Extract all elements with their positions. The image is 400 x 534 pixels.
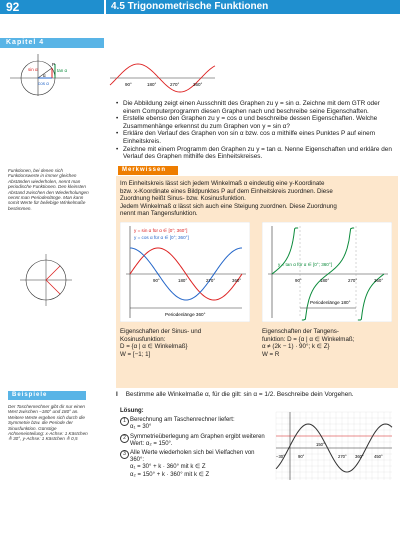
tick: 360° <box>193 82 203 87</box>
merk-line: Jedem Winkelmaß α lässt sich auch eine Steigung zuordnen. Diese Zuordnung <box>120 202 337 210</box>
sin-cos-graph <box>120 222 250 322</box>
legend-sine: y = sin α für α ∈ [0°; 360°] <box>134 228 188 233</box>
solution-step-3: 3 Alle Werte wiederholen sich bei Vielfachen von 360°: α₁ = 30° + k · 360° mit k ∈ Z α₂ = 150° + k · 360° mit k ∈ Z <box>120 450 270 479</box>
solution <box>120 408 270 481</box>
sidenote-periodic: Funktionen, bei denen sich Funktionswerte in immer gleichen Abständen wiederholen, nennt man periodische Funktionen. Den kleinsten Abstand zwischen den Wiederholungen nennt man Periodenlänge. Man kann somit Werte für beliebige Winkelmaße bestimmen. <box>8 168 89 211</box>
point-label: P <box>52 62 56 67</box>
merk-line: Zuordnung heißt Sinus- bzw. Kosinusfunktion. <box>120 195 246 203</box>
solution-step-1: 1 Berechnung am Taschenrechner liefert: α₁ = 30° <box>120 417 270 431</box>
example-graph <box>272 408 396 484</box>
sidenote-calculator: Der Taschenrechner gibt dir nur einen Wert zwischen −180° und 180° an. Weitere Werte ergeben sich durch die Symmetrie bzw. die Periode der Sinusfunktion. Günstige Achseneinteilung: x-Achse: 1 Kästchen ≙ 30°, y-Achse: 1 Kästchen ≙ 0,5 <box>8 404 88 442</box>
example-task-text: Bestimme alle Winkelmaße α, für die gilt: sin α = 1/2. Beschreibe dein Vorgehen. <box>125 391 354 398</box>
prop-line: Eigenschaften der Sinus- und <box>120 328 202 335</box>
task-item: • Erkläre den Verlauf des Graphen von sin α bzw. cos α mithilfe eines Punktes P auf einem Einheitskreis. <box>116 130 396 145</box>
prop-line: D = {α | α ∈ Winkelmaß} <box>120 343 188 351</box>
tan-properties <box>262 328 394 358</box>
angle-circle-figure <box>16 250 76 310</box>
prop-line: α ≠ (2k − 1) · 90°; k ∈ Z} <box>262 343 330 351</box>
merk-line: nennt man Tangensfunktion. <box>120 210 198 218</box>
tick: 150° <box>316 442 325 447</box>
solution-label: Lösung: <box>120 408 144 414</box>
tick: 360° <box>232 278 242 283</box>
prop-line: W = [−1; 1] <box>120 350 151 358</box>
task-item: • Erstelle ebenso den Graphen zu y = cos α und beschreibe dessen Eigenschaften. Welche Zusammenhänge erkennst du zum Graphen von y = sin α? <box>116 115 396 130</box>
prop-line: funktion: D = {α | α ∈ Winkelmaß; <box>262 335 355 343</box>
sin-label: sin α <box>28 67 38 72</box>
period-label: Periodenlänge 180° <box>310 300 351 305</box>
intro-figure <box>0 50 250 98</box>
solution-step-2: 2 Symmetrieüberlegung am Graphen ergibt weiteren Wert: α₂ = 150°. <box>120 434 270 448</box>
tick: 180° <box>320 278 330 283</box>
merkwissen-text <box>120 180 392 218</box>
period-label: Periodenlänge 360° <box>165 312 206 317</box>
example-number: I <box>116 391 118 398</box>
merk-line: bzw. x-Koordinate eines Bildpunktes P auf dem Einheitskreis zuordnen. Diese <box>120 187 333 195</box>
tan-label: tan α <box>57 68 68 73</box>
task-item: • Zeichne mit einem Programm den Graphen zu y = tan α. Nenne Eigenschaften und erkläre den Verlauf des Graphen mithilfe des Einheitskreises. <box>116 146 396 161</box>
task-list <box>116 100 396 161</box>
section-title: 4.5 Trigonometrische Funktionen <box>106 0 400 14</box>
chapter-label: Kapitel 4 <box>0 38 104 48</box>
tan-graph <box>262 222 392 322</box>
tick: 90° <box>295 278 302 283</box>
tick: 270° <box>206 278 216 283</box>
prop-line: W = R <box>262 350 280 358</box>
cos-label: cos α <box>38 81 49 86</box>
angle-label: α <box>43 73 46 78</box>
page-number: 92 <box>0 0 104 14</box>
tick: 90° <box>153 278 160 283</box>
legend-cosine: y = cos α für α ∈ [0°; 360°] <box>134 235 189 240</box>
tick: 270° <box>338 454 347 459</box>
tick: −30° <box>276 454 285 459</box>
tick: 180° <box>178 278 188 283</box>
prop-line: Kosinusfunktion: <box>120 335 166 343</box>
example-task <box>116 391 396 399</box>
tick: 270° <box>348 278 358 283</box>
beispiele-tab: Beispiele <box>8 391 86 400</box>
tick: 270° <box>170 82 180 87</box>
task-item: • Die Abbildung zeigt einen Ausschnitt des Graphen zu y = sin α. Zeichne mit dem GTR oder einem Computerprogramm diesen Graphen nach und beschreibe seine Eigenschaften. <box>116 100 396 115</box>
prop-line: Eigenschaften der Tangens- <box>262 328 339 335</box>
tick: 360° <box>355 454 364 459</box>
merkwissen-tab: Merkwissen <box>118 166 178 175</box>
tick: 180° <box>147 82 157 87</box>
legend-tangent: y = tan α für α ∈ [0°; 360°] <box>278 262 332 267</box>
tick: 450° <box>374 454 383 459</box>
tick: 90° <box>125 82 132 87</box>
merk-line: Im Einheitskreis lässt sich jedem Winkelmaß α eindeutig eine y-Koordinate <box>120 180 325 187</box>
tick: 360° <box>374 278 384 283</box>
tick: 90° <box>298 454 305 459</box>
sin-cos-properties <box>120 328 250 358</box>
